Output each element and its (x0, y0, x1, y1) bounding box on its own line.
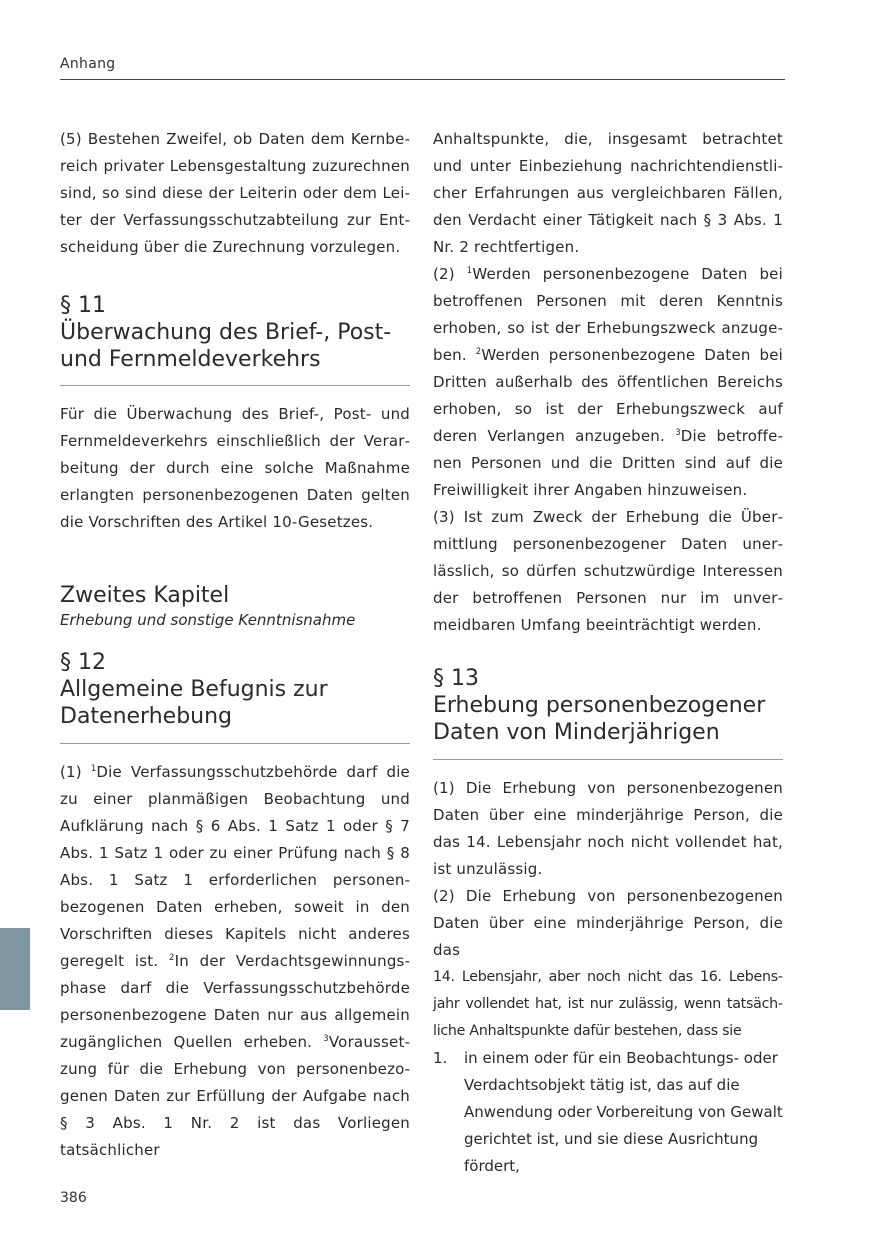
section-12-paragraph-3: (3) Ist zum Zweck der Erhebung die Übermittlung personenbezogener Daten unerlässlich, so dürfen schutzwürdige Interessen der betroffenen Personen nur im unvermeidbaren Umfang beeinträchtigt werden. (433, 508, 783, 634)
section-13-paragraph-2a: (2) Die Erhebung von personenbezogenen Daten über eine minderjährige Person, die das (433, 887, 783, 959)
para-prefix: (1) (60, 763, 91, 781)
section-13-title-line1: Erhebung personenbezogener (433, 693, 766, 718)
chapter-thumb-tab (0, 928, 30, 1010)
chapter-title: Zweites Kapitel (60, 583, 230, 608)
section-13-list (433, 1045, 783, 1180)
sentence: Die betroffenen Personen und die Dritten sind auf die Freiwilligkeit ihrer Angaben hinzuweisen. (433, 427, 783, 499)
header-rule (60, 79, 785, 80)
section-10-paragraph-5: (5) Bestehen Zweifel, ob Daten dem Kernbereich privater Lebensgestaltung zuzurechnen sind, so sind diese der Leiterin oder dem Leiter der Verfassungsschutzabteilung zur Entscheidung über die Zurechnung vorzulegen. (60, 130, 410, 256)
sentence: Werden personenbezogene Daten bei betroffenen Personen mit deren Kenntnis erhoben, so ist der Erhebungszweck anzugeben. (433, 265, 783, 364)
page-number: 386 (60, 1190, 87, 1206)
section-13-number: § 13 (433, 666, 479, 691)
section-12-title-line1: Allgemeine Befugnis zur (60, 677, 328, 702)
section-11-title-line1: Überwachung des Brief-, Post- (60, 320, 392, 345)
running-head: Anhang (60, 56, 116, 72)
sentence: Die Verfassungsschutzbehörde darf die zu einer planmäßigen Beobachtung und Aufklärung nach § 6 Abs. 1 Satz 1 oder § 7 Abs. 1 Satz 1 oder zu einer Prüfung nach § 8 Abs. 1 Satz 1 erforderlichen personenbezogenen Daten erheben, soweit in den Vorschriften dieses Kapitels nicht anderes geregelt ist. (60, 763, 410, 970)
sentence-number: 3 (323, 1034, 329, 1044)
chapter-subtitle: Erhebung und sonstige Kenntnisnahme (60, 611, 356, 629)
sentence-number: 1 (90, 764, 97, 774)
list-item-number: 1. (433, 1049, 448, 1067)
list-item-text: in einem oder für ein Beobachtungs- oder Verdachtsobjekt tätig ist, das auf die Anwendung oder Vorbereitung von Gewalt gerichtet ist, und sie diese Ausrichtung fördert, (464, 1049, 783, 1175)
section-12-paragraph-1 (60, 759, 410, 1164)
section-11-number: § 11 (60, 293, 106, 318)
sentence-number: 3 (675, 428, 681, 438)
sentence: Werden personenbezogene Daten bei Dritten außerhalb des öffentlichen Bereichs erhoben, so ist der Erhebungszweck auf deren Verlangen anzugeben. (433, 346, 783, 445)
sentence-number: 1 (466, 266, 473, 276)
sentence-number: 2 (475, 347, 482, 357)
para-prefix: (2) (433, 265, 467, 283)
sentence: In der Verdachtsgewinnungsphase darf die Verfassungsschutzbehörde personenbezogene Daten nur aus allgemein zugänglichen Quellen erheben. (60, 952, 410, 1051)
list-item (433, 1045, 783, 1180)
right-column (433, 126, 783, 1180)
section-13-title-line2: Daten von Minderjährigen (433, 720, 720, 745)
section-11-text: Für die Überwachung des Brief-, Post- und Fernmeldeverkehrs einschließlich der Verarbeitung der durch eine solche Maßnahme erlangten personenbezogenen Daten gelten die Vorschriften des Artikel 10-Gesetzes. (60, 405, 410, 531)
sentence: Voraussetzung für die Erhebung von personenbezogenen Daten zur Erfüllung der Aufgabe nach § 3 Abs. 1 Nr. 2 ist das Vorliegen tatsächlicher (60, 1033, 410, 1159)
left-column (60, 126, 410, 1164)
section-12-title-line2: Datenerhebung (60, 704, 233, 729)
section-13-paragraph-2b: 14. Lebensjahr, aber noch nicht das 16. Lebensjahr vollendet hat, ist nur zulässig, wenn tatsächliche Anhaltspunkte dafür bestehen, dass sie (433, 969, 783, 1039)
section-11-title-line2: und Fernmeldeverkehrs (60, 347, 321, 372)
section-13-paragraph-1: (1) Die Erhebung von personenbezogenen Daten über eine minderjährige Person, die das 14. Lebensjahr noch nicht vollendet hat, ist unzulässig. (433, 779, 783, 878)
section-12-paragraph-1-continued: Anhaltspunkte, die, insgesamt betrachtet und unter Einbeziehung nachrichtendienstlicher Erfahrungen aus vergleichbaren Fällen, den Verdacht einer Tätigkeit nach § 3 Abs. 1 Nr. 2 rechtfertigen. (433, 130, 783, 256)
sentence-number: 2 (169, 953, 175, 963)
section-12-paragraph-2 (433, 261, 783, 504)
section-12-number: § 12 (60, 650, 106, 675)
